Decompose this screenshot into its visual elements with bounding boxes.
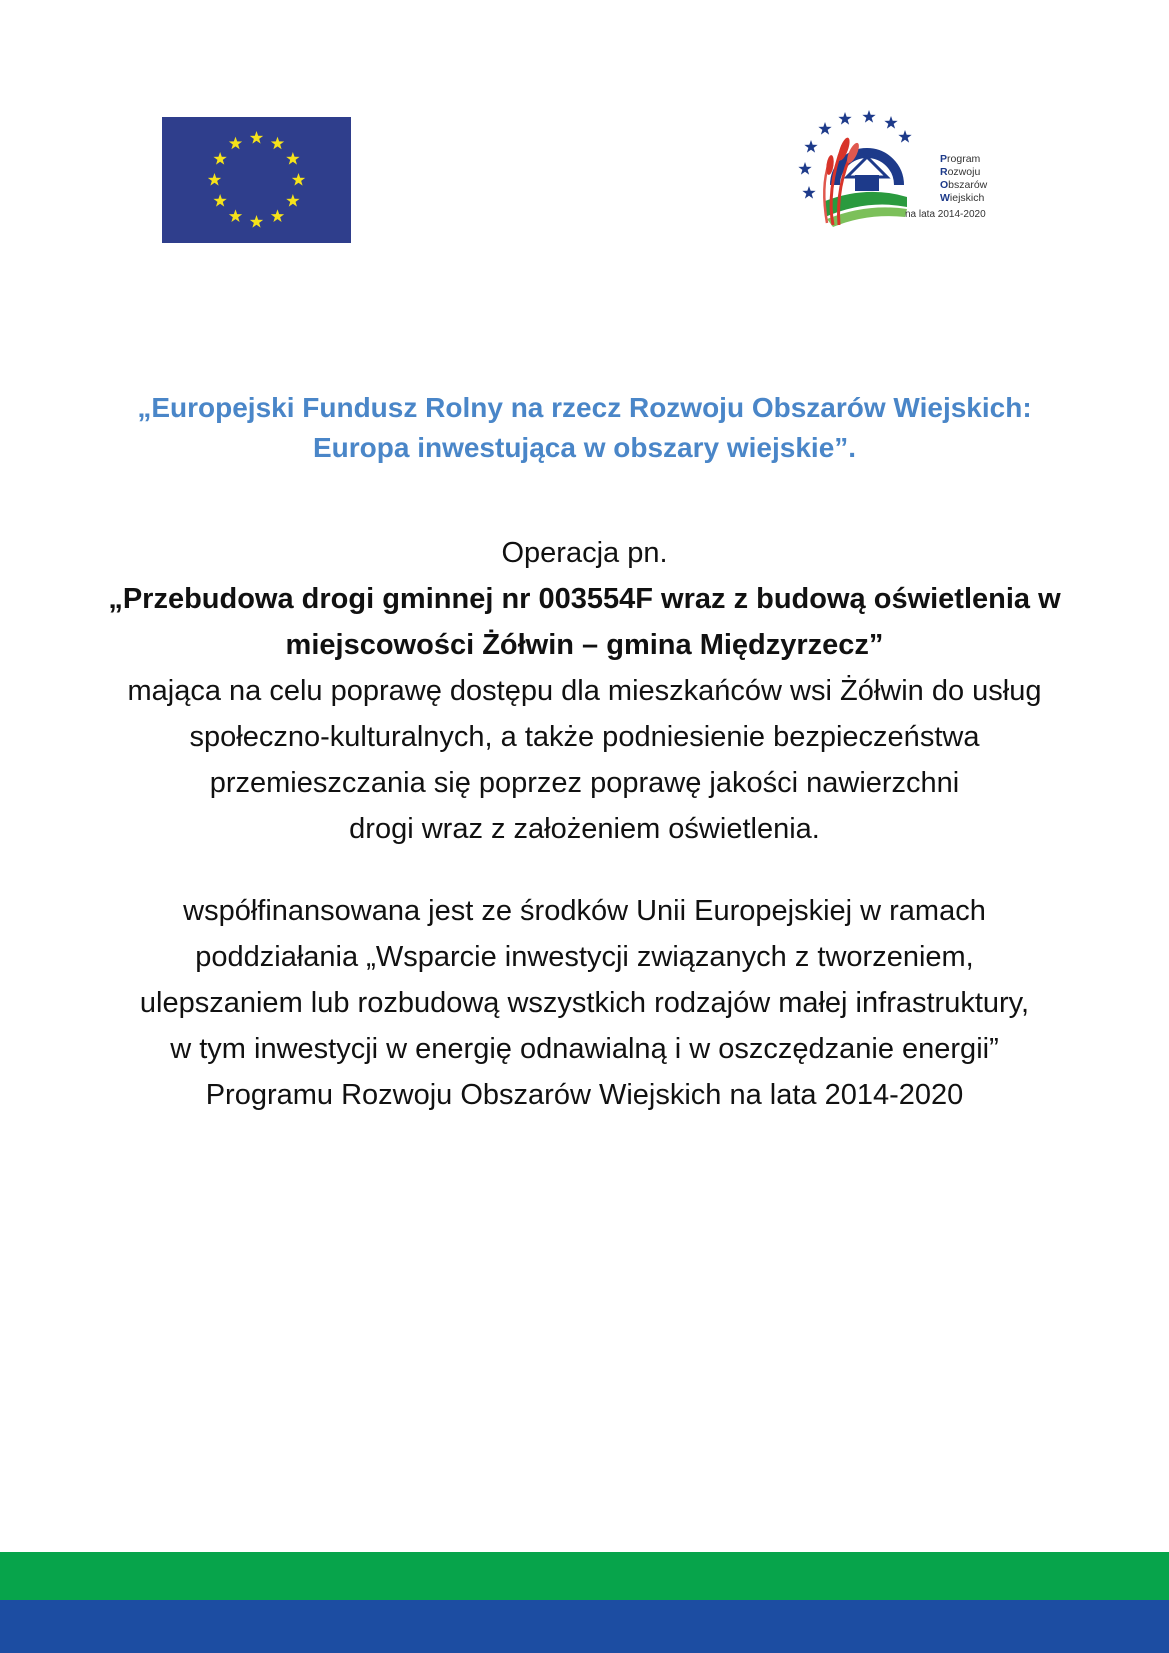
prow-star-6 — [862, 110, 875, 123]
prow-line-2-cap: R — [940, 166, 948, 178]
operation-goal-line-3: przemieszczania się poprzez poprawę jakości nawierzchni — [209, 767, 960, 799]
operation-block — [30, 530, 1139, 852]
eu-flag-logo — [162, 117, 351, 243]
prow-line-1-cap: P — [940, 153, 948, 165]
cofinancing-line-5: Programu Rozwoju Obszarów Wiejskich na lata 2014-2020 — [205, 1079, 964, 1111]
cofinancing-line-4: w tym inwestycji w energię odnawialną i w oszczędzanie energii” — [170, 1033, 999, 1065]
prow-line-4-rest: iejskich — [949, 192, 985, 204]
operation-name-line-1: „Przebudowa drogi gminnej nr 003554F wraz z budową oświetlenia w — [108, 583, 1061, 615]
operation-goal-line-1: mająca na celu poprawę dostępu dla mieszkańców wsi Żółwin do usług — [127, 675, 1042, 707]
cofinancing-block — [30, 888, 1139, 1118]
fund-title — [30, 388, 1139, 468]
prow-star-2 — [798, 162, 811, 175]
prow-line-3-cap: O — [940, 179, 949, 191]
prow-line-4-cap: W — [940, 192, 950, 204]
prow-logo — [795, 105, 1015, 235]
prow-house-body — [855, 175, 879, 191]
prow-years: na lata 2014-2020 — [905, 209, 986, 220]
prow-name — [940, 153, 987, 205]
prow-line-2 — [940, 166, 987, 179]
cofinancing-line-1: współfinansowana jest ze środków Unii Europejskiej w ramach — [183, 895, 986, 927]
operation-name-line-2: miejscowości Żółwin – gmina Międzyrzecz” — [285, 629, 884, 661]
prow-line-2-rest: ozwoju — [947, 166, 981, 178]
operation-intro: Operacja pn. — [501, 537, 668, 569]
operation-goal-line-4: drogi wraz z założeniem oświetlenia. — [349, 813, 820, 845]
eu-flag-icon — [162, 117, 351, 243]
footer-stripe-green — [0, 1552, 1169, 1600]
prow-star-5 — [838, 112, 851, 125]
prow-line-4 — [940, 192, 987, 205]
prow-star-1 — [802, 186, 815, 199]
cofinancing-line-3: ulepszaniem lub rozbudową wszystkich rodzajów małej infrastruktury, — [139, 987, 1030, 1019]
prow-star-8 — [898, 130, 911, 143]
prow-line-1 — [940, 153, 987, 166]
prow-star-7 — [884, 116, 897, 129]
operation-goal-line-2: społeczno-kulturalnych, a także podniesienie bezpieczeństwa — [189, 721, 980, 753]
prow-line-3-rest: bszarów — [948, 179, 988, 191]
prow-star-4 — [818, 122, 831, 135]
cofinancing-line-2: poddziałania „Wsparcie inwestycji związanych z tworzeniem, — [195, 941, 974, 973]
prow-line-1-rest: rogram — [947, 153, 981, 165]
prow-star-3 — [804, 140, 817, 153]
fund-title-line-2: Europa inwestująca w obszary wiejskie”. — [312, 432, 857, 463]
fund-title-line-1: „Europejski Fundusz Rolny na rzecz Rozwoju Obszarów Wiejskich: — [137, 392, 1032, 423]
prow-line-3 — [940, 179, 987, 192]
footer-stripe-blue — [0, 1600, 1169, 1653]
